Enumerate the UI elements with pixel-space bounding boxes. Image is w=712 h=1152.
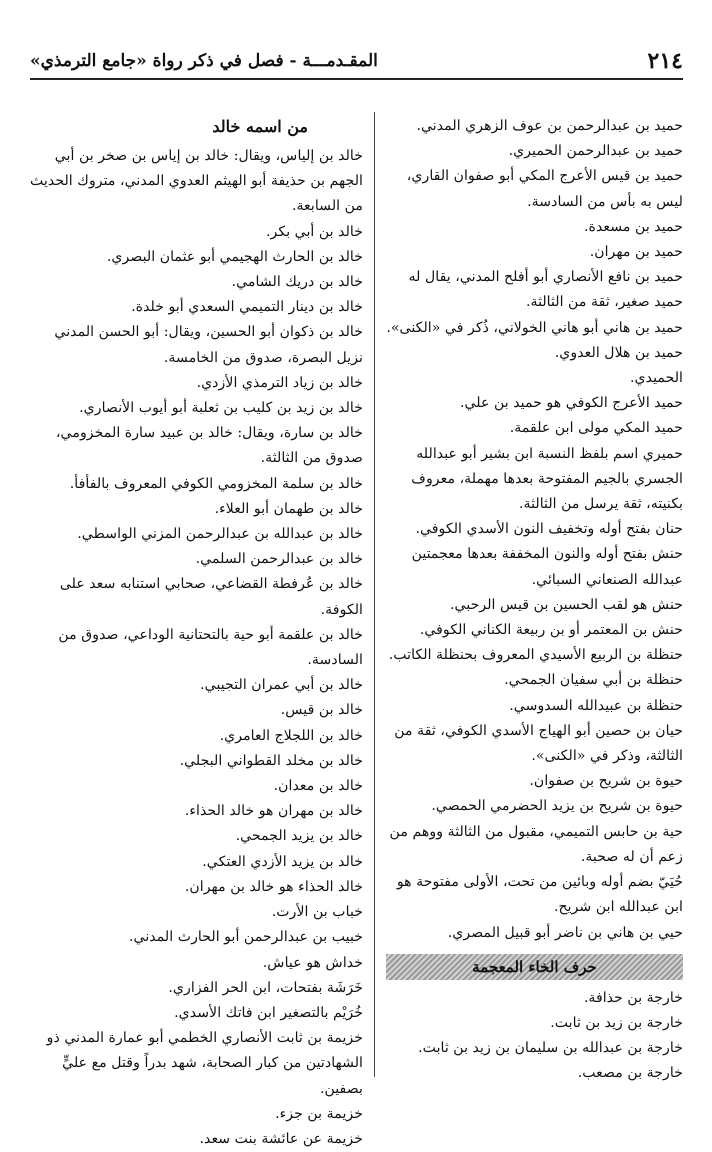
narrator-entry: حيي بن هاني بن ناضر أبو قبيل المصري.	[447, 924, 683, 941]
narrator-entry: خالد بن دريك الشامي.	[231, 274, 363, 291]
narrator-entry: خارجة بن حذافة.	[583, 989, 683, 1006]
narrator-entry: حيوة بن شريح بن يزيد الحضرمي الحمصي.	[431, 798, 683, 815]
right-column	[386, 114, 683, 1087]
narrator-entry: حميد الأعرج الكوفي هو حميد بن علي.	[459, 395, 683, 412]
narrator-entry: خالد بن يزيد الأزدي العتكي.	[202, 853, 363, 870]
narrator-entry: خالد بن زياد الترمذي الأزدي.	[196, 374, 363, 391]
narrator-entry: حميد بن عبدالرحمن الحميري.	[508, 143, 683, 160]
narrator-entry: خالد بن معدان.	[273, 778, 363, 795]
narrator-entry: خالد بن إلياس، ويقال: خالد بن إياس بن صخر بن أبي الجهم بن حذيفة أبو الهيثم العدوي المدني، متروك الحديث من السابعة.	[30, 148, 363, 215]
narrator-entry: حميد بن قيس الأعرج المكي أبو صفوان القاري، ليس به بأس من السادسة.	[406, 168, 683, 210]
narrator-entry: حنش بن المعتمر أو بن ربيعة الكناني الكوفي.	[419, 622, 683, 639]
narrator-entry: حميد بن عبدالرحمن بن عوف الزهري المدني.	[416, 118, 683, 134]
narrator-entry: خالد بن مخلد القطواني البجلي.	[179, 752, 363, 769]
narrator-entry: خبيب بن عبدالرحمن أبو الحارث المدني.	[129, 929, 363, 946]
narrator-entry: حميد بن هلال العدوي.	[554, 344, 683, 361]
narrator-entry: خداش هو عياش.	[262, 954, 363, 971]
narrator-entry: خزيمة عن عائشة بنت سعد.	[199, 1130, 363, 1147]
narrator-entry: خالد بن أبي بكر.	[266, 223, 363, 240]
narrator-entry: حنش هو لقب الحسين بن قيس الرحبي.	[450, 596, 683, 613]
narrator-entry: خالد بن يزيد الجمحي.	[235, 828, 363, 845]
narrator-entry: الحميدي.	[630, 370, 683, 387]
left-column	[28, 114, 363, 1152]
narrator-entry: خالد بن اللجلاج العامري.	[219, 727, 363, 744]
narrator-entry: خارجة بن عبدالله بن سليمان بن زيد بن ثابت.	[418, 1040, 683, 1057]
narrator-entry: خالد بن سلمة المخزومي الكوفي المعروف بالفأفأ.	[69, 475, 363, 492]
narrator-entry: خالد بن عبدالرحمن السلمي.	[195, 551, 363, 568]
column-divider	[374, 112, 375, 1077]
narrator-entry: حنش بفتح أوله والنون المخففة بعدها معجمتين عبدالله الصنعاني السبائي.	[411, 546, 683, 588]
narrator-entry: حنظلة بن أبي سفيان الجمحي.	[504, 672, 683, 689]
narrator-entry: خارجة بن مصعب.	[577, 1065, 683, 1082]
narrator-entry: خالد بن علقمة أبو حية بالتحتانية الوداعي، صدوق من السادسة.	[58, 626, 363, 669]
narrator-entry: حيان بن حصين أبو الهياج الأسدي الكوفي، ثقة من الثالثة، وذكر في «الكنى».	[394, 722, 683, 765]
narrator-entry: حميد بن نافع الأنصاري أبو أفلح المدني، يقال له حميد صغير، ثقة من الثالثة.	[408, 269, 683, 311]
narrator-entry: حميد بن هاني أبو هاني الخولاني، ذُكر في «الكنى».	[386, 319, 683, 336]
narrator-entry: خالد بن ذكوان أبو الحسين، ويقال: أبو الحسن المدني نزيل البصرة، صدوق من الخامسة.	[54, 324, 363, 366]
running-title: المقـدمـــة - فصل في ذكر رواة «جامع الترمذي»	[30, 51, 378, 71]
narrator-entry: خَرَشَة بفتحات، ابن الحر الفزاري.	[168, 979, 363, 996]
narrator-entry: خالد بن زيد بن كليب بن ثعلبة أبو أيوب الأنصاري.	[79, 400, 363, 417]
narrator-entry: خارجة بن زيد بن ثابت.	[550, 1014, 683, 1031]
page-number: ٢١٤	[647, 48, 683, 74]
narrator-entry: خالد بن قيس.	[280, 702, 363, 719]
letter-section-banner: حرف الخاء المعجمة	[386, 954, 683, 980]
narrator-entry: خباب بن الأرت.	[271, 904, 363, 921]
narrator-entry: خالد الحذاء هو خالد بن مهران.	[184, 878, 363, 895]
narrator-entry: حية بن حابس التميمي، مقبول من الثالثة ووهم من زعم أن له صحبة.	[389, 823, 683, 865]
narrator-entry: حميري اسم بلفظ النسبة ابن بشير أبو عبدالله الجسري بالجيم المفتوحة بعدها مهملة، معروف بكنيته، ثقة يرسل من الثالثة.	[411, 445, 683, 513]
narrator-entry: حميد المكي مولى ابن علقمة.	[509, 420, 683, 437]
page-header	[30, 44, 683, 80]
narrator-entry: خزيمة بن ثابت الأنصاري الخطمي أبو عمارة المدني ذو الشهادتين من كبار الصحابة، شهد بدراً وقتل مع عليٍّ بصفين.	[46, 1030, 363, 1097]
narrator-entry: خالد بن مهران هو خالد الحذاء.	[184, 803, 363, 820]
narrator-entry: خالد بن سارة، ويقال: خالد بن عبيد سارة المخزومي، صدوق من الثالثة.	[55, 425, 363, 467]
narrator-entry: خالد بن الحارث الهجيمي أبو عثمان البصري.	[106, 248, 363, 265]
narrator-entry: خالد بن طهمان أبو العلاء.	[214, 500, 363, 517]
narrator-entry: حميد بن مسعدة.	[584, 218, 683, 235]
right-entries-after	[386, 986, 683, 1087]
right-entries	[386, 114, 683, 946]
narrator-entry: حُيَيّ بضم أوله وبائين من تحت، الأولى مفتوحة هو ابن عبدالله ابن شريح.	[396, 874, 683, 916]
narrator-entry: حميد بن مهران.	[589, 244, 683, 261]
narrator-entry: خالد بن أبي عمران التجيبي.	[200, 677, 363, 694]
narrator-entry: حنظلة بن الربيع الأسيدي المعروف بحنظلة الكاتب.	[388, 647, 683, 664]
narrator-entry: حنان بفتح أوله وتخفيف النون الأسدي الكوفي.	[415, 521, 683, 538]
narrator-entry: خزيمة بن جزء.	[275, 1105, 363, 1122]
narrator-entry: خُرَيْم بالتصغير ابن فاتك الأسدي.	[174, 1004, 363, 1021]
narrator-entry: خالد بن عبدالله بن عبدالرحمن المزني الواسطي.	[77, 526, 363, 543]
narrator-entry: حيوة بن شريح بن صفوان.	[529, 773, 683, 790]
narrator-entry: حنظلة بن عبيدالله السدوسي.	[509, 697, 683, 714]
narrator-entry: خالد بن دينار التميمي السعدي أبو خلدة.	[131, 299, 363, 316]
left-entries	[28, 144, 363, 1152]
narrator-entry: خالد بن عُرفطة القضاعي، صحابي استنابه سعد على الكوفة.	[59, 576, 363, 618]
section-heading: من اسمه خالد	[212, 117, 308, 136]
